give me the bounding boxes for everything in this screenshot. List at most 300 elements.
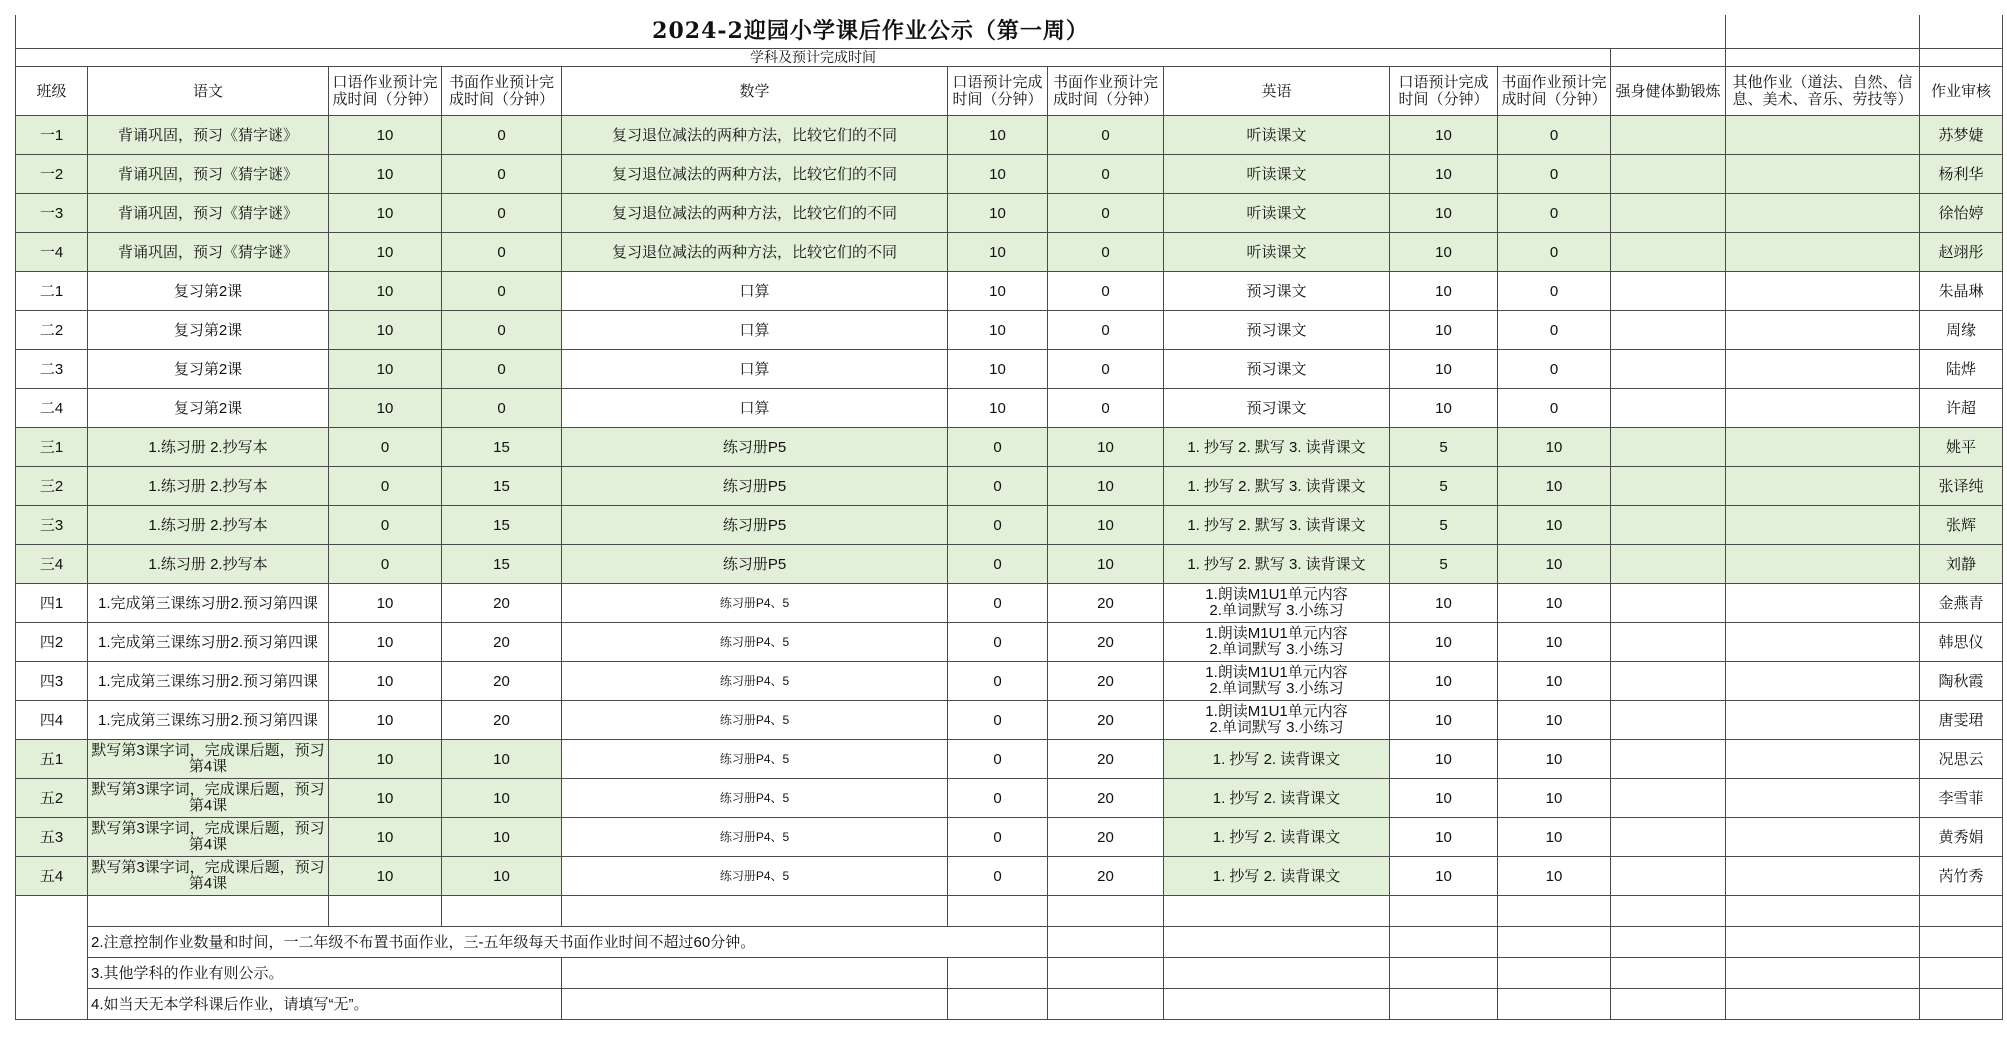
- empty-cell[interactable]: [562, 989, 948, 1020]
- english-written-time-cell[interactable]: 10: [1498, 623, 1611, 662]
- chinese-written-time-cell[interactable]: 15: [442, 467, 562, 506]
- english-written-time-cell[interactable]: 0: [1498, 233, 1611, 272]
- pe-cell[interactable]: [1611, 857, 1726, 896]
- chinese-oral-time-cell[interactable]: 0: [329, 467, 442, 506]
- math-written-time-cell[interactable]: 20: [1048, 584, 1164, 623]
- math-oral-time-cell[interactable]: 10: [948, 311, 1048, 350]
- english-oral-time-cell[interactable]: 10: [1390, 818, 1498, 857]
- chinese-oral-time-cell[interactable]: 10: [329, 584, 442, 623]
- chinese-oral-time-cell[interactable]: 0: [329, 545, 442, 584]
- empty-cell[interactable]: [562, 896, 948, 927]
- math-written-time-cell[interactable]: 0: [1048, 116, 1164, 155]
- other-homework-cell[interactable]: [1726, 155, 1920, 194]
- math-oral-time-cell[interactable]: 0: [948, 428, 1048, 467]
- reviewer-cell[interactable]: 唐雯珺: [1920, 701, 2003, 740]
- pe-cell[interactable]: [1611, 662, 1726, 701]
- empty-cell[interactable]: [1048, 958, 1164, 989]
- reviewer-cell[interactable]: 芮竹秀: [1920, 857, 2003, 896]
- reviewer-cell[interactable]: 苏梦婕: [1920, 116, 2003, 155]
- english-cell[interactable]: 预习课文: [1164, 350, 1390, 389]
- english-cell[interactable]: 1. 抄写 2. 读背课文: [1164, 818, 1390, 857]
- reviewer-cell[interactable]: 许超: [1920, 389, 2003, 428]
- reviewer-cell[interactable]: 张辉: [1920, 506, 2003, 545]
- class-cell[interactable]: 三1: [16, 428, 88, 467]
- english-oral-time-cell[interactable]: 10: [1390, 311, 1498, 350]
- math-cell[interactable]: 练习册P4、5: [562, 818, 948, 857]
- chinese-cell[interactable]: 1.完成第三课练习册2.预习第四课: [88, 584, 329, 623]
- english-written-time-cell[interactable]: 10: [1498, 818, 1611, 857]
- reviewer-cell[interactable]: 朱晶琳: [1920, 272, 2003, 311]
- math-oral-time-cell[interactable]: 10: [948, 155, 1048, 194]
- reviewer-cell[interactable]: 李雪菲: [1920, 779, 2003, 818]
- chinese-oral-time-cell[interactable]: 10: [329, 701, 442, 740]
- reviewer-cell[interactable]: 韩思仪: [1920, 623, 2003, 662]
- math-written-time-cell[interactable]: 20: [1048, 779, 1164, 818]
- english-oral-time-cell[interactable]: 5: [1390, 467, 1498, 506]
- math-written-time-cell[interactable]: 0: [1048, 233, 1164, 272]
- other-homework-cell[interactable]: [1726, 662, 1920, 701]
- other-homework-cell[interactable]: [1726, 272, 1920, 311]
- class-cell[interactable]: 三3: [16, 506, 88, 545]
- math-written-time-cell[interactable]: 0: [1048, 350, 1164, 389]
- math-cell[interactable]: 练习册P5: [562, 545, 948, 584]
- chinese-cell[interactable]: 复习第2课: [88, 272, 329, 311]
- empty-cell[interactable]: [1390, 958, 1498, 989]
- chinese-written-time-cell[interactable]: 20: [442, 701, 562, 740]
- empty-cell[interactable]: [1048, 927, 1164, 958]
- math-oral-time-cell[interactable]: 10: [948, 350, 1048, 389]
- class-cell[interactable]: 一3: [16, 194, 88, 233]
- math-cell[interactable]: 练习册P5: [562, 428, 948, 467]
- english-oral-time-cell[interactable]: 10: [1390, 272, 1498, 311]
- empty-cell[interactable]: [1498, 927, 1611, 958]
- chinese-oral-time-cell[interactable]: 10: [329, 311, 442, 350]
- chinese-oral-time-cell[interactable]: 10: [329, 194, 442, 233]
- empty-cell[interactable]: [1048, 989, 1164, 1020]
- math-cell[interactable]: 练习册P4、5: [562, 779, 948, 818]
- english-oral-time-cell[interactable]: 10: [1390, 857, 1498, 896]
- math-oral-time-cell[interactable]: 0: [948, 467, 1048, 506]
- chinese-cell[interactable]: 复习第2课: [88, 350, 329, 389]
- math-cell[interactable]: 练习册P4、5: [562, 701, 948, 740]
- other-homework-cell[interactable]: [1726, 545, 1920, 584]
- english-oral-time-cell[interactable]: 10: [1390, 194, 1498, 233]
- notes-label-cell[interactable]: [16, 896, 88, 1020]
- empty-cell[interactable]: [1920, 989, 2003, 1020]
- math-cell[interactable]: 练习册P4、5: [562, 662, 948, 701]
- english-oral-time-cell[interactable]: 5: [1390, 506, 1498, 545]
- empty-cell[interactable]: [1498, 896, 1611, 927]
- class-cell[interactable]: 五2: [16, 779, 88, 818]
- chinese-cell[interactable]: 背诵巩固，预习《猜字谜》: [88, 155, 329, 194]
- pe-cell[interactable]: [1611, 740, 1726, 779]
- chinese-written-time-cell[interactable]: 0: [442, 194, 562, 233]
- english-oral-time-cell[interactable]: 10: [1390, 701, 1498, 740]
- empty-cell[interactable]: [1611, 896, 1726, 927]
- empty-cell[interactable]: [1611, 958, 1726, 989]
- pe-cell[interactable]: [1611, 428, 1726, 467]
- other-homework-cell[interactable]: [1726, 740, 1920, 779]
- english-cell[interactable]: 1. 抄写 2. 默写 3. 读背课文: [1164, 506, 1390, 545]
- chinese-written-time-cell[interactable]: 15: [442, 428, 562, 467]
- chinese-written-time-cell[interactable]: 20: [442, 584, 562, 623]
- chinese-oral-time-cell[interactable]: 10: [329, 350, 442, 389]
- math-oral-time-cell[interactable]: 0: [948, 818, 1048, 857]
- reviewer-cell[interactable]: 徐怡婷: [1920, 194, 2003, 233]
- math-written-time-cell[interactable]: 10: [1048, 467, 1164, 506]
- class-cell[interactable]: 四2: [16, 623, 88, 662]
- math-oral-time-cell[interactable]: 0: [948, 662, 1048, 701]
- english-cell[interactable]: [1164, 584, 1390, 623]
- empty-cell[interactable]: [1498, 958, 1611, 989]
- english-oral-time-cell[interactable]: 10: [1390, 350, 1498, 389]
- pe-cell[interactable]: [1611, 194, 1726, 233]
- empty-cell[interactable]: [1920, 15, 2003, 49]
- empty-cell[interactable]: [948, 958, 1048, 989]
- empty-cell[interactable]: [442, 896, 562, 927]
- class-cell[interactable]: 五1: [16, 740, 88, 779]
- english-oral-time-cell[interactable]: 10: [1390, 116, 1498, 155]
- empty-cell[interactable]: [948, 989, 1048, 1020]
- chinese-cell[interactable]: [88, 740, 329, 779]
- class-cell[interactable]: 四1: [16, 584, 88, 623]
- english-oral-time-cell[interactable]: 10: [1390, 779, 1498, 818]
- chinese-cell[interactable]: 背诵巩固，预习《猜字谜》: [88, 194, 329, 233]
- english-written-time-cell[interactable]: 0: [1498, 194, 1611, 233]
- empty-cell[interactable]: [1164, 896, 1390, 927]
- chinese-oral-time-cell[interactable]: 10: [329, 233, 442, 272]
- class-cell[interactable]: 二3: [16, 350, 88, 389]
- english-oral-time-cell[interactable]: 10: [1390, 740, 1498, 779]
- chinese-cell[interactable]: 1.练习册 2.抄写本: [88, 467, 329, 506]
- math-cell[interactable]: 口算: [562, 389, 948, 428]
- empty-cell[interactable]: [1048, 896, 1164, 927]
- other-homework-cell[interactable]: [1726, 311, 1920, 350]
- other-homework-cell[interactable]: [1726, 857, 1920, 896]
- english-oral-time-cell[interactable]: 10: [1390, 662, 1498, 701]
- chinese-oral-time-cell[interactable]: 10: [329, 272, 442, 311]
- math-oral-time-cell[interactable]: 10: [948, 116, 1048, 155]
- chinese-written-time-cell[interactable]: 10: [442, 740, 562, 779]
- english-written-time-cell[interactable]: 0: [1498, 116, 1611, 155]
- math-written-time-cell[interactable]: 0: [1048, 272, 1164, 311]
- chinese-written-time-cell[interactable]: 0: [442, 116, 562, 155]
- math-written-time-cell[interactable]: 0: [1048, 311, 1164, 350]
- chinese-cell[interactable]: 1.练习册 2.抄写本: [88, 428, 329, 467]
- empty-cell[interactable]: [1164, 989, 1390, 1020]
- math-oral-time-cell[interactable]: 0: [948, 857, 1048, 896]
- english-cell[interactable]: 1. 抄写 2. 读背课文: [1164, 857, 1390, 896]
- class-cell[interactable]: 四4: [16, 701, 88, 740]
- math-cell[interactable]: 练习册P4、5: [562, 623, 948, 662]
- empty-cell[interactable]: [1498, 989, 1611, 1020]
- english-cell[interactable]: [1164, 623, 1390, 662]
- empty-cell[interactable]: [1611, 989, 1726, 1020]
- other-homework-cell[interactable]: [1726, 623, 1920, 662]
- chinese-written-time-cell[interactable]: 0: [442, 311, 562, 350]
- chinese-cell[interactable]: 复习第2课: [88, 311, 329, 350]
- pe-cell[interactable]: [1611, 272, 1726, 311]
- chinese-written-time-cell[interactable]: 20: [442, 623, 562, 662]
- math-cell[interactable]: 口算: [562, 272, 948, 311]
- other-homework-cell[interactable]: [1726, 506, 1920, 545]
- english-oral-time-cell[interactable]: 10: [1390, 233, 1498, 272]
- english-cell[interactable]: 预习课文: [1164, 389, 1390, 428]
- class-cell[interactable]: 一4: [16, 233, 88, 272]
- english-cell[interactable]: 1. 抄写 2. 默写 3. 读背课文: [1164, 545, 1390, 584]
- empty-cell[interactable]: [1726, 989, 1920, 1020]
- math-cell[interactable]: 复习退位减法的两种方法，比较它们的不同: [562, 194, 948, 233]
- math-written-time-cell[interactable]: 0: [1048, 194, 1164, 233]
- class-cell[interactable]: 二2: [16, 311, 88, 350]
- chinese-cell[interactable]: 1.完成第三课练习册2.预习第四课: [88, 662, 329, 701]
- reviewer-cell[interactable]: 黄秀娟: [1920, 818, 2003, 857]
- english-cell[interactable]: 1. 抄写 2. 读背课文: [1164, 779, 1390, 818]
- chinese-written-time-cell[interactable]: 0: [442, 389, 562, 428]
- math-oral-time-cell[interactable]: 10: [948, 272, 1048, 311]
- english-written-time-cell[interactable]: 0: [1498, 272, 1611, 311]
- reviewer-cell[interactable]: 刘静: [1920, 545, 2003, 584]
- math-oral-time-cell[interactable]: 0: [948, 740, 1048, 779]
- pe-cell[interactable]: [1611, 350, 1726, 389]
- chinese-oral-time-cell[interactable]: 10: [329, 740, 442, 779]
- english-written-time-cell[interactable]: 10: [1498, 428, 1611, 467]
- math-cell[interactable]: 练习册P5: [562, 506, 948, 545]
- chinese-written-time-cell[interactable]: 0: [442, 350, 562, 389]
- class-cell[interactable]: 五4: [16, 857, 88, 896]
- chinese-oral-time-cell[interactable]: 0: [329, 428, 442, 467]
- pe-cell[interactable]: [1611, 155, 1726, 194]
- chinese-written-time-cell[interactable]: 10: [442, 857, 562, 896]
- chinese-oral-time-cell[interactable]: 10: [329, 623, 442, 662]
- chinese-oral-time-cell[interactable]: 10: [329, 116, 442, 155]
- reviewer-cell[interactable]: 杨利华: [1920, 155, 2003, 194]
- math-written-time-cell[interactable]: 10: [1048, 428, 1164, 467]
- math-written-time-cell[interactable]: 20: [1048, 701, 1164, 740]
- reviewer-cell[interactable]: 金燕青: [1920, 584, 2003, 623]
- other-homework-cell[interactable]: [1726, 818, 1920, 857]
- empty-cell[interactable]: [1726, 49, 1920, 67]
- math-cell[interactable]: 口算: [562, 350, 948, 389]
- math-written-time-cell[interactable]: 20: [1048, 857, 1164, 896]
- math-cell[interactable]: 复习退位减法的两种方法，比较它们的不同: [562, 155, 948, 194]
- english-cell[interactable]: [1164, 701, 1390, 740]
- math-written-time-cell[interactable]: 20: [1048, 662, 1164, 701]
- math-cell[interactable]: 练习册P4、5: [562, 740, 948, 779]
- math-written-time-cell[interactable]: 0: [1048, 155, 1164, 194]
- empty-cell[interactable]: [1726, 15, 1920, 49]
- math-oral-time-cell[interactable]: 0: [948, 623, 1048, 662]
- chinese-cell[interactable]: 1.完成第三课练习册2.预习第四课: [88, 701, 329, 740]
- empty-cell[interactable]: [1726, 896, 1920, 927]
- reviewer-cell[interactable]: 陆烨: [1920, 350, 2003, 389]
- english-oral-time-cell[interactable]: 10: [1390, 389, 1498, 428]
- chinese-cell[interactable]: 背诵巩固，预习《猜字谜》: [88, 116, 329, 155]
- note-text[interactable]: 3.其他学科的作业有则公示。: [88, 958, 562, 989]
- chinese-oral-time-cell[interactable]: 10: [329, 857, 442, 896]
- empty-cell[interactable]: [948, 896, 1048, 927]
- empty-cell[interactable]: [1390, 927, 1498, 958]
- chinese-oral-time-cell[interactable]: 10: [329, 779, 442, 818]
- math-cell[interactable]: 复习退位减法的两种方法，比较它们的不同: [562, 233, 948, 272]
- chinese-written-time-cell[interactable]: 10: [442, 779, 562, 818]
- reviewer-cell[interactable]: 姚平: [1920, 428, 2003, 467]
- math-cell[interactable]: 复习退位减法的两种方法，比较它们的不同: [562, 116, 948, 155]
- pe-cell[interactable]: [1611, 389, 1726, 428]
- chinese-cell[interactable]: 背诵巩固，预习《猜字谜》: [88, 233, 329, 272]
- chinese-cell[interactable]: [88, 818, 329, 857]
- note-text[interactable]: 4.如当天无本学科课后作业，请填写“无”。: [88, 989, 562, 1020]
- math-oral-time-cell[interactable]: 0: [948, 779, 1048, 818]
- chinese-cell[interactable]: [88, 779, 329, 818]
- reviewer-cell[interactable]: 赵翊彤: [1920, 233, 2003, 272]
- pe-cell[interactable]: [1611, 818, 1726, 857]
- math-written-time-cell[interactable]: 20: [1048, 623, 1164, 662]
- english-written-time-cell[interactable]: 0: [1498, 389, 1611, 428]
- chinese-oral-time-cell[interactable]: 10: [329, 155, 442, 194]
- reviewer-cell[interactable]: 况思云: [1920, 740, 2003, 779]
- english-written-time-cell[interactable]: 0: [1498, 350, 1611, 389]
- math-written-time-cell[interactable]: 10: [1048, 506, 1164, 545]
- chinese-written-time-cell[interactable]: 15: [442, 506, 562, 545]
- class-cell[interactable]: 一2: [16, 155, 88, 194]
- english-oral-time-cell[interactable]: 10: [1390, 584, 1498, 623]
- english-written-time-cell[interactable]: 10: [1498, 662, 1611, 701]
- math-oral-time-cell[interactable]: 0: [948, 545, 1048, 584]
- english-cell[interactable]: 听读课文: [1164, 155, 1390, 194]
- note-text[interactable]: 2.注意控制作业数量和时间，一二年级不布置书面作业，三-五年级每天书面作业时间不超过60分钟。: [88, 927, 1048, 958]
- english-oral-time-cell[interactable]: 10: [1390, 623, 1498, 662]
- chinese-cell[interactable]: 1.练习册 2.抄写本: [88, 545, 329, 584]
- english-cell[interactable]: 1. 抄写 2. 默写 3. 读背课文: [1164, 467, 1390, 506]
- english-written-time-cell[interactable]: 10: [1498, 740, 1611, 779]
- reviewer-cell[interactable]: 张译纯: [1920, 467, 2003, 506]
- english-oral-time-cell[interactable]: 10: [1390, 155, 1498, 194]
- chinese-cell[interactable]: 1.练习册 2.抄写本: [88, 506, 329, 545]
- pe-cell[interactable]: [1611, 467, 1726, 506]
- chinese-written-time-cell[interactable]: 0: [442, 272, 562, 311]
- english-written-time-cell[interactable]: 10: [1498, 584, 1611, 623]
- math-cell[interactable]: 练习册P4、5: [562, 584, 948, 623]
- chinese-oral-time-cell[interactable]: 10: [329, 662, 442, 701]
- empty-cell[interactable]: [1611, 927, 1726, 958]
- pe-cell[interactable]: [1611, 311, 1726, 350]
- empty-cell[interactable]: [1164, 927, 1390, 958]
- empty-cell[interactable]: [1726, 958, 1920, 989]
- pe-cell[interactable]: [1611, 233, 1726, 272]
- chinese-cell[interactable]: 复习第2课: [88, 389, 329, 428]
- english-oral-time-cell[interactable]: 5: [1390, 545, 1498, 584]
- math-written-time-cell[interactable]: 10: [1048, 545, 1164, 584]
- chinese-cell[interactable]: 1.完成第三课练习册2.预习第四课: [88, 623, 329, 662]
- chinese-written-time-cell[interactable]: 0: [442, 233, 562, 272]
- class-cell[interactable]: 二1: [16, 272, 88, 311]
- pe-cell[interactable]: [1611, 701, 1726, 740]
- english-cell[interactable]: 1. 抄写 2. 默写 3. 读背课文: [1164, 428, 1390, 467]
- class-cell[interactable]: 四3: [16, 662, 88, 701]
- pe-cell[interactable]: [1611, 623, 1726, 662]
- math-oral-time-cell[interactable]: 10: [948, 233, 1048, 272]
- math-cell[interactable]: 口算: [562, 311, 948, 350]
- english-cell[interactable]: 听读课文: [1164, 116, 1390, 155]
- class-cell[interactable]: 三4: [16, 545, 88, 584]
- class-cell[interactable]: 一1: [16, 116, 88, 155]
- math-written-time-cell[interactable]: 0: [1048, 389, 1164, 428]
- chinese-written-time-cell[interactable]: 15: [442, 545, 562, 584]
- math-oral-time-cell[interactable]: 10: [948, 389, 1048, 428]
- math-cell[interactable]: 练习册P5: [562, 467, 948, 506]
- english-written-time-cell[interactable]: 10: [1498, 545, 1611, 584]
- pe-cell[interactable]: [1611, 116, 1726, 155]
- empty-cell[interactable]: [329, 896, 442, 927]
- other-homework-cell[interactable]: [1726, 116, 1920, 155]
- other-homework-cell[interactable]: [1726, 467, 1920, 506]
- empty-cell[interactable]: [1920, 896, 2003, 927]
- english-written-time-cell[interactable]: 10: [1498, 779, 1611, 818]
- english-written-time-cell[interactable]: 10: [1498, 467, 1611, 506]
- empty-cell[interactable]: [562, 958, 948, 989]
- other-homework-cell[interactable]: [1726, 350, 1920, 389]
- class-cell[interactable]: 三2: [16, 467, 88, 506]
- empty-cell[interactable]: [1920, 958, 2003, 989]
- chinese-cell[interactable]: [88, 857, 329, 896]
- english-cell[interactable]: 1. 抄写 2. 读背课文: [1164, 740, 1390, 779]
- reviewer-cell[interactable]: 周缘: [1920, 311, 2003, 350]
- chinese-written-time-cell[interactable]: 10: [442, 818, 562, 857]
- empty-cell[interactable]: [1164, 958, 1390, 989]
- other-homework-cell[interactable]: [1726, 389, 1920, 428]
- pe-cell[interactable]: [1611, 584, 1726, 623]
- math-written-time-cell[interactable]: 20: [1048, 740, 1164, 779]
- empty-cell[interactable]: [1611, 49, 1726, 67]
- empty-cell[interactable]: [1920, 927, 2003, 958]
- empty-cell[interactable]: [1920, 49, 2003, 67]
- english-cell[interactable]: 预习课文: [1164, 311, 1390, 350]
- english-written-time-cell[interactable]: 0: [1498, 311, 1611, 350]
- other-homework-cell[interactable]: [1726, 584, 1920, 623]
- english-cell[interactable]: 听读课文: [1164, 194, 1390, 233]
- english-written-time-cell[interactable]: 0: [1498, 155, 1611, 194]
- english-written-time-cell[interactable]: 10: [1498, 857, 1611, 896]
- empty-cell[interactable]: [1390, 989, 1498, 1020]
- pe-cell[interactable]: [1611, 506, 1726, 545]
- other-homework-cell[interactable]: [1726, 233, 1920, 272]
- english-cell[interactable]: 预习课文: [1164, 272, 1390, 311]
- chinese-oral-time-cell[interactable]: 0: [329, 506, 442, 545]
- reviewer-cell[interactable]: 陶秋霞: [1920, 662, 2003, 701]
- pe-cell[interactable]: [1611, 545, 1726, 584]
- empty-cell[interactable]: [1390, 896, 1498, 927]
- math-oral-time-cell[interactable]: 0: [948, 701, 1048, 740]
- english-written-time-cell[interactable]: 10: [1498, 506, 1611, 545]
- math-oral-time-cell[interactable]: 0: [948, 506, 1048, 545]
- chinese-written-time-cell[interactable]: 20: [442, 662, 562, 701]
- chinese-oral-time-cell[interactable]: 10: [329, 389, 442, 428]
- class-cell[interactable]: 五3: [16, 818, 88, 857]
- english-written-time-cell[interactable]: 10: [1498, 701, 1611, 740]
- math-oral-time-cell[interactable]: 0: [948, 584, 1048, 623]
- pe-cell[interactable]: [1611, 779, 1726, 818]
- english-cell[interactable]: 听读课文: [1164, 233, 1390, 272]
- other-homework-cell[interactable]: [1726, 428, 1920, 467]
- math-written-time-cell[interactable]: 20: [1048, 818, 1164, 857]
- other-homework-cell[interactable]: [1726, 779, 1920, 818]
- chinese-oral-time-cell[interactable]: 10: [329, 818, 442, 857]
- class-cell[interactable]: 二4: [16, 389, 88, 428]
- other-homework-cell[interactable]: [1726, 701, 1920, 740]
- english-oral-time-cell[interactable]: 5: [1390, 428, 1498, 467]
- other-homework-cell[interactable]: [1726, 194, 1920, 233]
